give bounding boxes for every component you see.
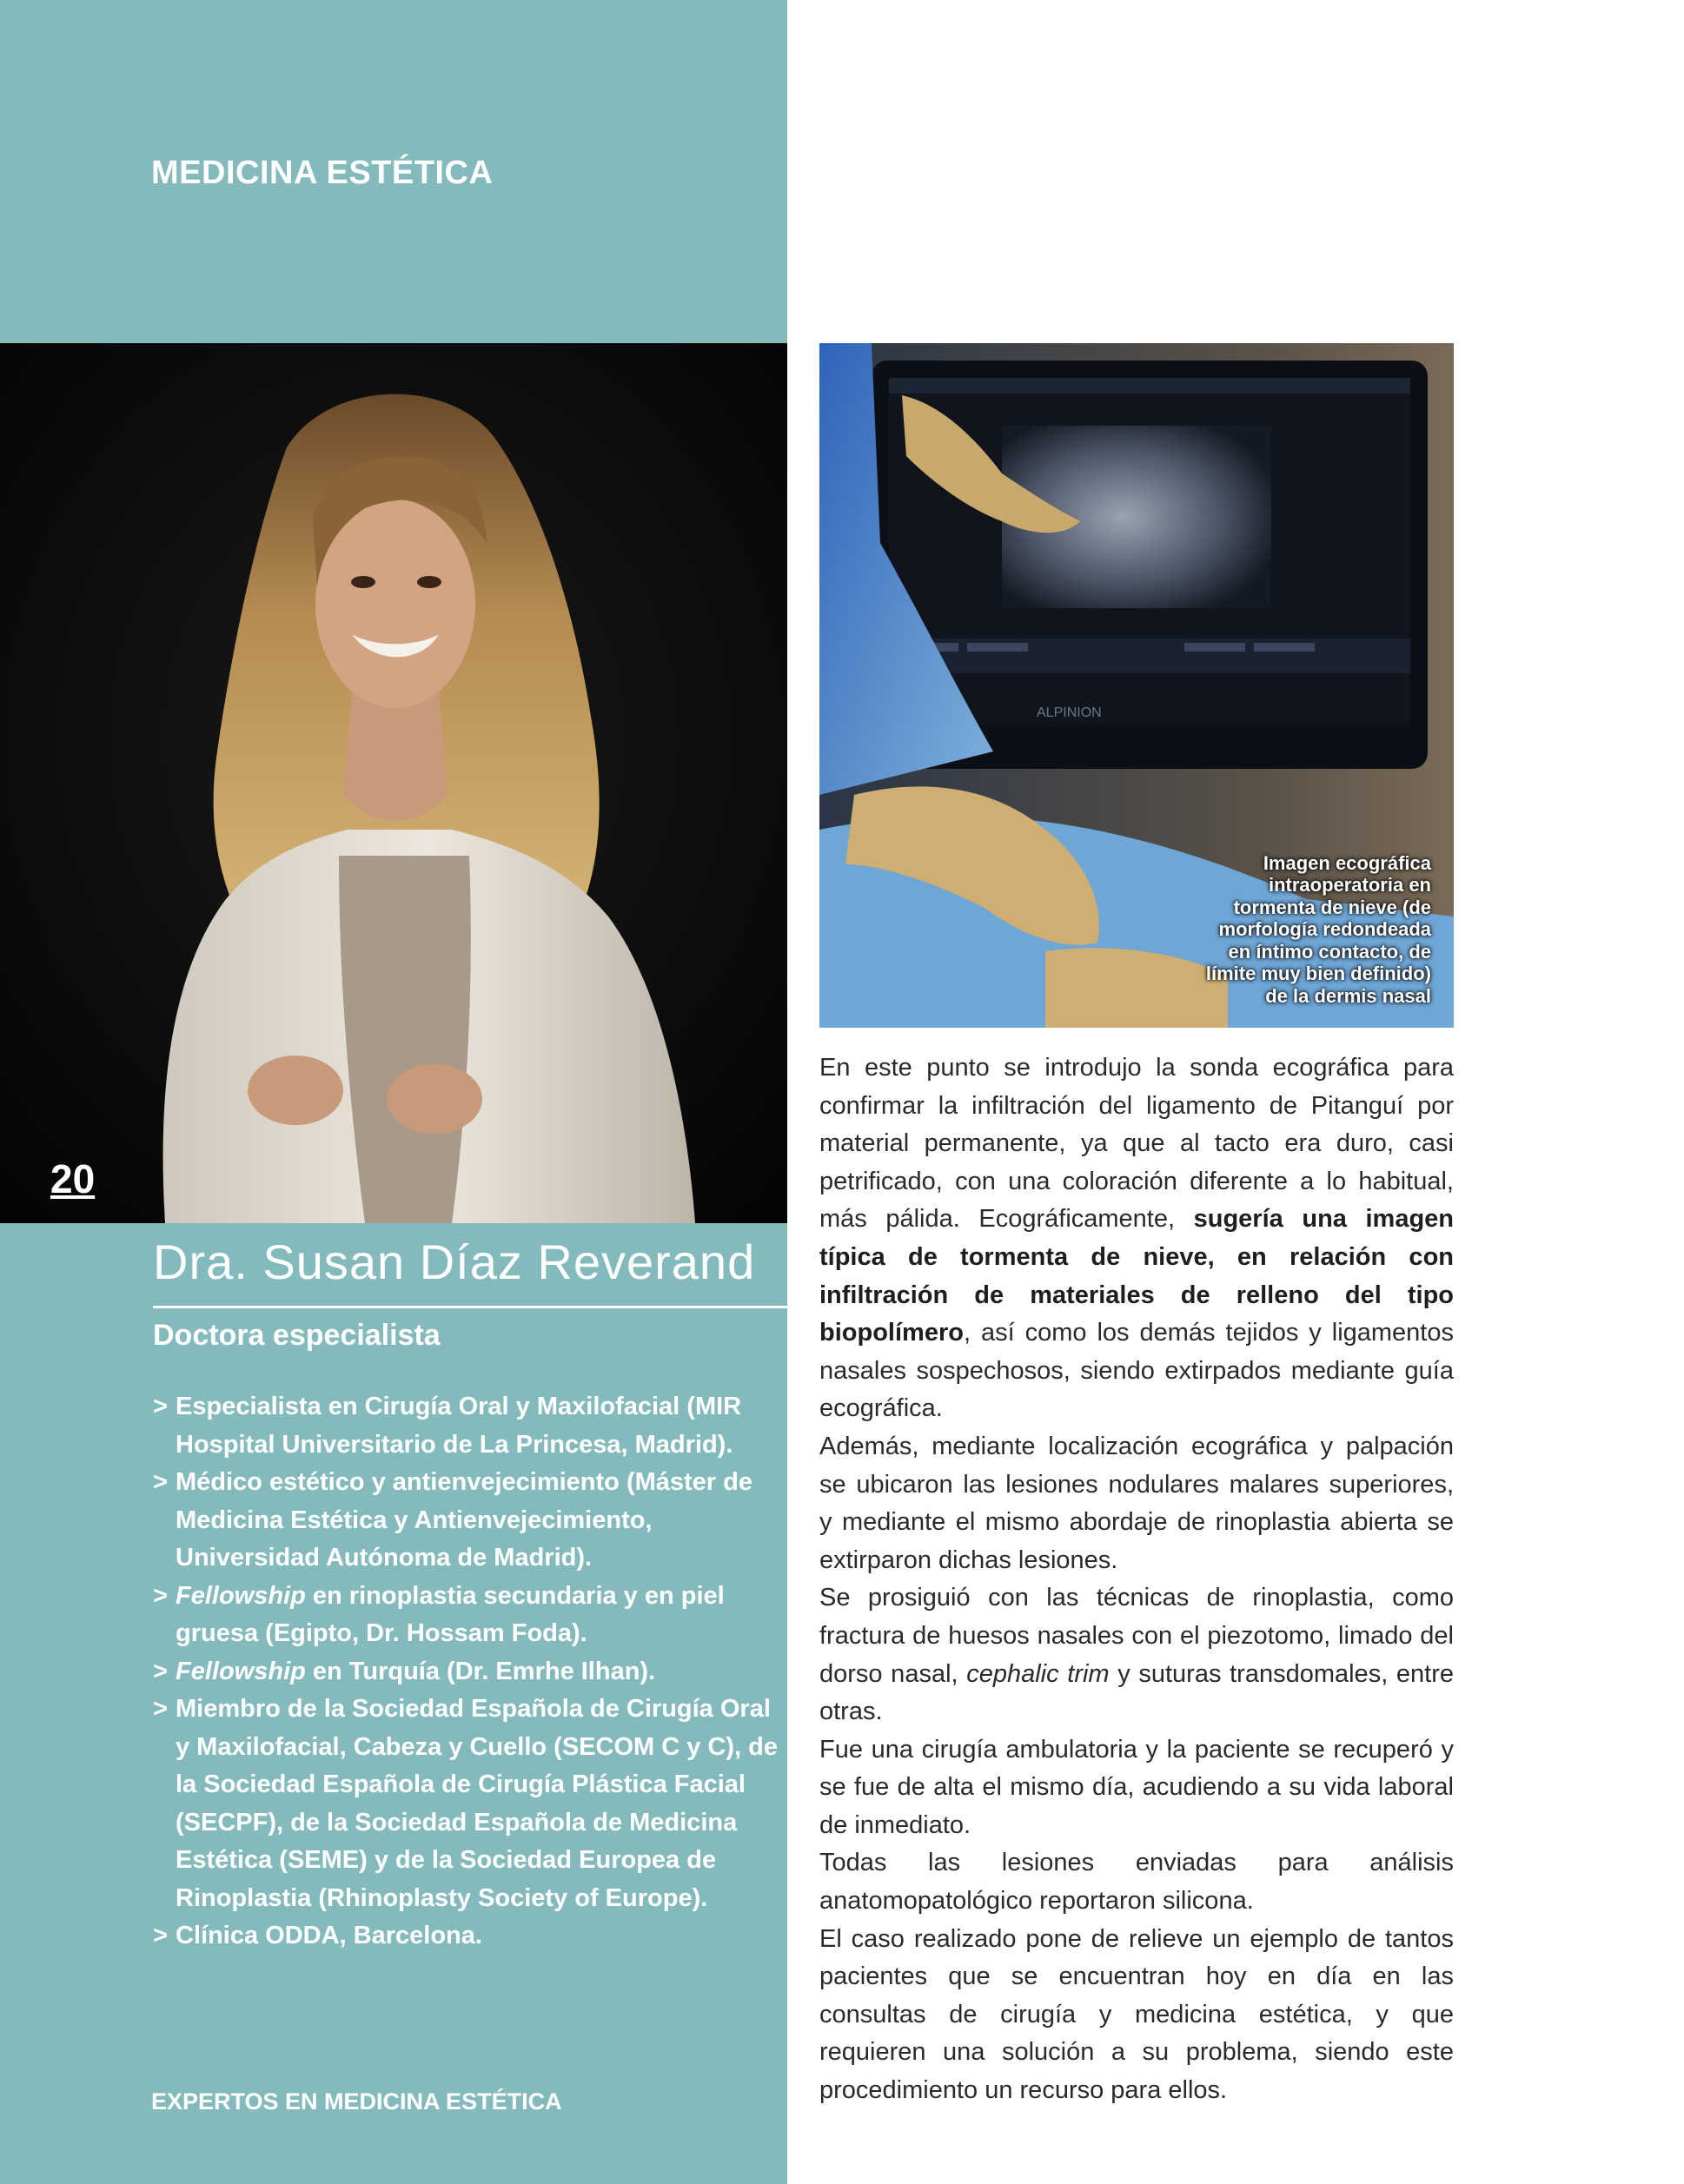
page-number: 20 <box>50 1156 96 1201</box>
cv-item <box>153 1917 779 1956</box>
doctor-portrait-photo <box>0 343 787 1223</box>
article-text: Se prosiguió con las técnicas de rinoplastia, como fractura de huesos nasales con el piezotomo, limado del dorso nasal, <box>819 1584 1454 1688</box>
cv-list <box>153 1388 779 1956</box>
cv-item-text: en rinoplastia secundaria y en piel gruesa (Egipto, Dr. Hossam Foda). <box>176 1581 725 1647</box>
article-paragraph: El caso realizado pone de relieve un ejemplo de tantos pacientes que se encuentran hoy en día en las consultas de cirugía y medicina estética, y que requieren una solución a su problema, siendo este procedimiento un recurso para ellos. <box>819 1924 1454 2105</box>
cv-marker: > <box>153 1581 168 1610</box>
cv-item <box>153 1578 779 1653</box>
cv-item-italic: Fellowship <box>176 1657 306 1685</box>
doctor-name: Dra. Susan Díaz Reverand <box>153 1234 756 1289</box>
article-paragraph: Fue una cirugía ambulatoria y la paciente se recuperó y se fue de alta el mismo día, acudiendo a su vida laboral de inmediato. <box>819 1735 1454 1839</box>
ultrasound-photo <box>819 343 1454 1028</box>
cv-marker: > <box>153 1657 168 1685</box>
cv-item-text: Especialista en Cirugía Oral y Maxilofacial (MIR Hospital Universitario de La Princesa, Madrid). <box>176 1393 742 1459</box>
cv-marker: > <box>153 1695 168 1723</box>
article-paragraph: Además, mediante localización ecográfica y palpación se ubicaron las lesiones nodulares malares superiores, y mediante el mismo abordaje de rinoplastia abierta se extirparon dichas lesiones. <box>819 1432 1454 1574</box>
article-body <box>819 1049 1454 2110</box>
cv-item-text: Miembro de la Sociedad Española de Cirugía Oral y Maxilofacial, Cabeza y Cuello (SECOM C y C), de la Sociedad Española de Cirugía Plástica Facial (SECPF), de la Sociedad Española de Medicina Estética (SEME) y de la Sociedad Europea de Rinoplastia (Rhinoplasty Society of Europe). <box>176 1695 778 1912</box>
article-text: , así como los demás tejidos y ligamentos nasales sospechosos, siendo extirpados mediante guía ecográfica. <box>819 1319 1454 1423</box>
article-italic: cephalic trim <box>966 1659 1110 1688</box>
cv-item-italic: Fellowship <box>176 1581 306 1610</box>
doctor-role: Doctora especialista <box>153 1319 441 1352</box>
cv-marker: > <box>153 1468 168 1496</box>
article-text: En este punto se introdujo la sonda ecográfica para confirmar la infiltración del ligamento de Pitanguí por material permanente, ya que al tacto era duro, casi petrificado, con una coloración diferente a lo habitual, más pálida. Ecográficamente, <box>819 1054 1454 1234</box>
article-paragraph: Todas las lesiones enviadas para análisis anatomopatológico reportaron silicona. <box>819 1849 1454 1916</box>
cv-item-text: en Turquía (Dr. Emrhe Ilhan). <box>305 1657 656 1685</box>
cv-item-text: Clínica ODDA, Barcelona. <box>176 1922 482 1949</box>
photo-caption: Imagen ecográfica intraoperatoria en tormenta de nieve (de morfología redondeada en íntimo contacto, de límite muy bien definido) de la dermis nasal <box>1205 851 1431 1007</box>
cv-item <box>153 1691 779 1917</box>
article-paragraph <box>819 1579 1454 1731</box>
article-highlight: sugería una imagen típica de tormenta de nieve, en relación con infiltración de materiales de relleno del tipo biopolímero <box>819 1205 1455 1347</box>
article-paragraph <box>819 1049 1454 1428</box>
cv-item <box>153 1653 779 1691</box>
name-divider <box>153 1306 787 1308</box>
footer-text: EXPERTOS EN MEDICINA ESTÉTICA <box>151 2088 562 2115</box>
article-text: y suturas transdomales, entre otras. <box>819 1659 1454 1726</box>
section-title: MEDICINA ESTÉTICA <box>151 155 494 191</box>
cv-item <box>153 1388 779 1464</box>
device-brand-text: ALPINION <box>1037 705 1102 720</box>
cv-marker: > <box>153 1922 168 1949</box>
cv-marker: > <box>153 1393 168 1420</box>
cv-item <box>153 1464 779 1578</box>
cv-item-text: Médico estético y antienvejecimiento (Máster de Medicina Estética y Antienvejecimiento, Universidad Autónoma de Madrid). <box>176 1468 752 1572</box>
